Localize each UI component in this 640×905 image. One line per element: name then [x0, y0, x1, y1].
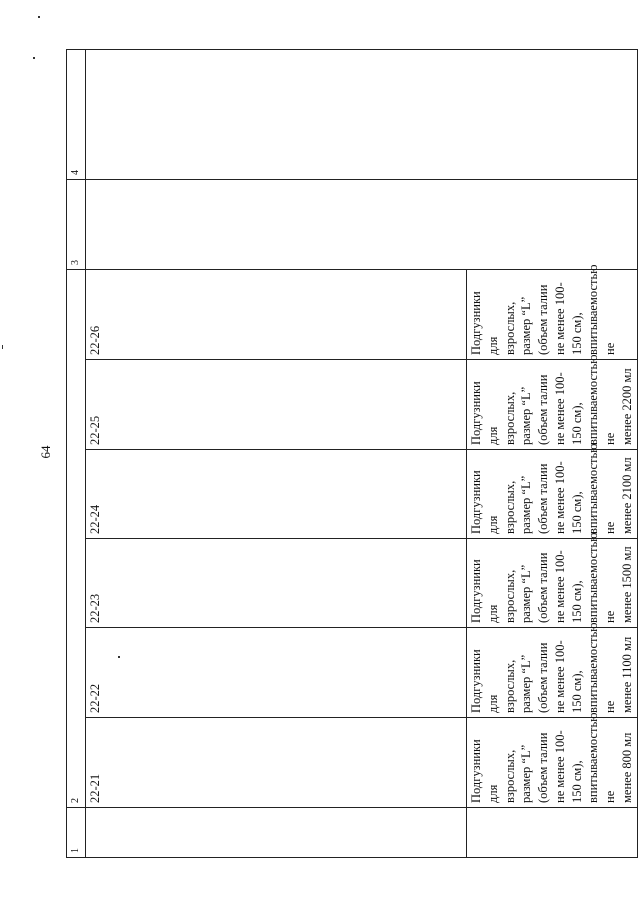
table-row	[86, 49, 467, 857]
page-number: 64	[38, 445, 53, 459]
table-cell	[86, 179, 638, 269]
goods-table	[66, 49, 638, 858]
column-number: 2	[67, 269, 86, 807]
item-code: 22-22	[88, 683, 102, 713]
code-cell	[86, 269, 467, 359]
item-code: 22-25	[88, 415, 102, 445]
item-description: Подгузники для взрослых, размер “L” (объем талии не менее 100-150 см), впитываемостью не менее 1100 мл	[467, 628, 638, 718]
item-description: Подгузники для взрослых, размер “L” (объем талии не менее 100-150 см), впитываемостью не менее 2200 мл	[467, 360, 638, 450]
column-number-row	[67, 49, 86, 857]
item-code: 22-21	[88, 773, 102, 803]
code-cell	[86, 450, 467, 539]
code-cell	[86, 628, 467, 718]
code-cell	[86, 718, 467, 808]
scan-speck	[2, 345, 3, 349]
item-code: 22-23	[88, 593, 102, 623]
item-description: Подгузники для взрослых, размер “L” (объем талии не менее 100-150 см), впитываемостью не менее 2100 мл	[467, 450, 638, 539]
code-cell	[86, 539, 467, 628]
table-cell	[467, 808, 638, 858]
table-cell	[86, 49, 638, 179]
scan-speck	[38, 16, 40, 18]
item-description: Подгузники для взрослых, размер “L” (объем талии не менее 100-150 см), впитываемостью не менее 800 мл	[467, 718, 638, 808]
item-description: Подгузники для взрослых, размер “L” (объем талии не менее 100-150 см), впитываемостью не	[467, 269, 638, 359]
item-code: 22-26	[88, 325, 102, 355]
item-description: Подгузники для взрослых, размер “L” (объем талии не менее 100-150 см), впитываемостью не менее 1500 мл	[467, 539, 638, 628]
item-code: 22-24	[88, 504, 102, 534]
table-cell	[86, 808, 467, 858]
column-number: 1	[67, 808, 86, 858]
column-number: 3	[67, 179, 86, 269]
scan-speck	[33, 57, 35, 59]
column-number: 4	[67, 49, 86, 179]
rotated-table-container	[66, 50, 634, 858]
code-cell	[86, 360, 467, 450]
